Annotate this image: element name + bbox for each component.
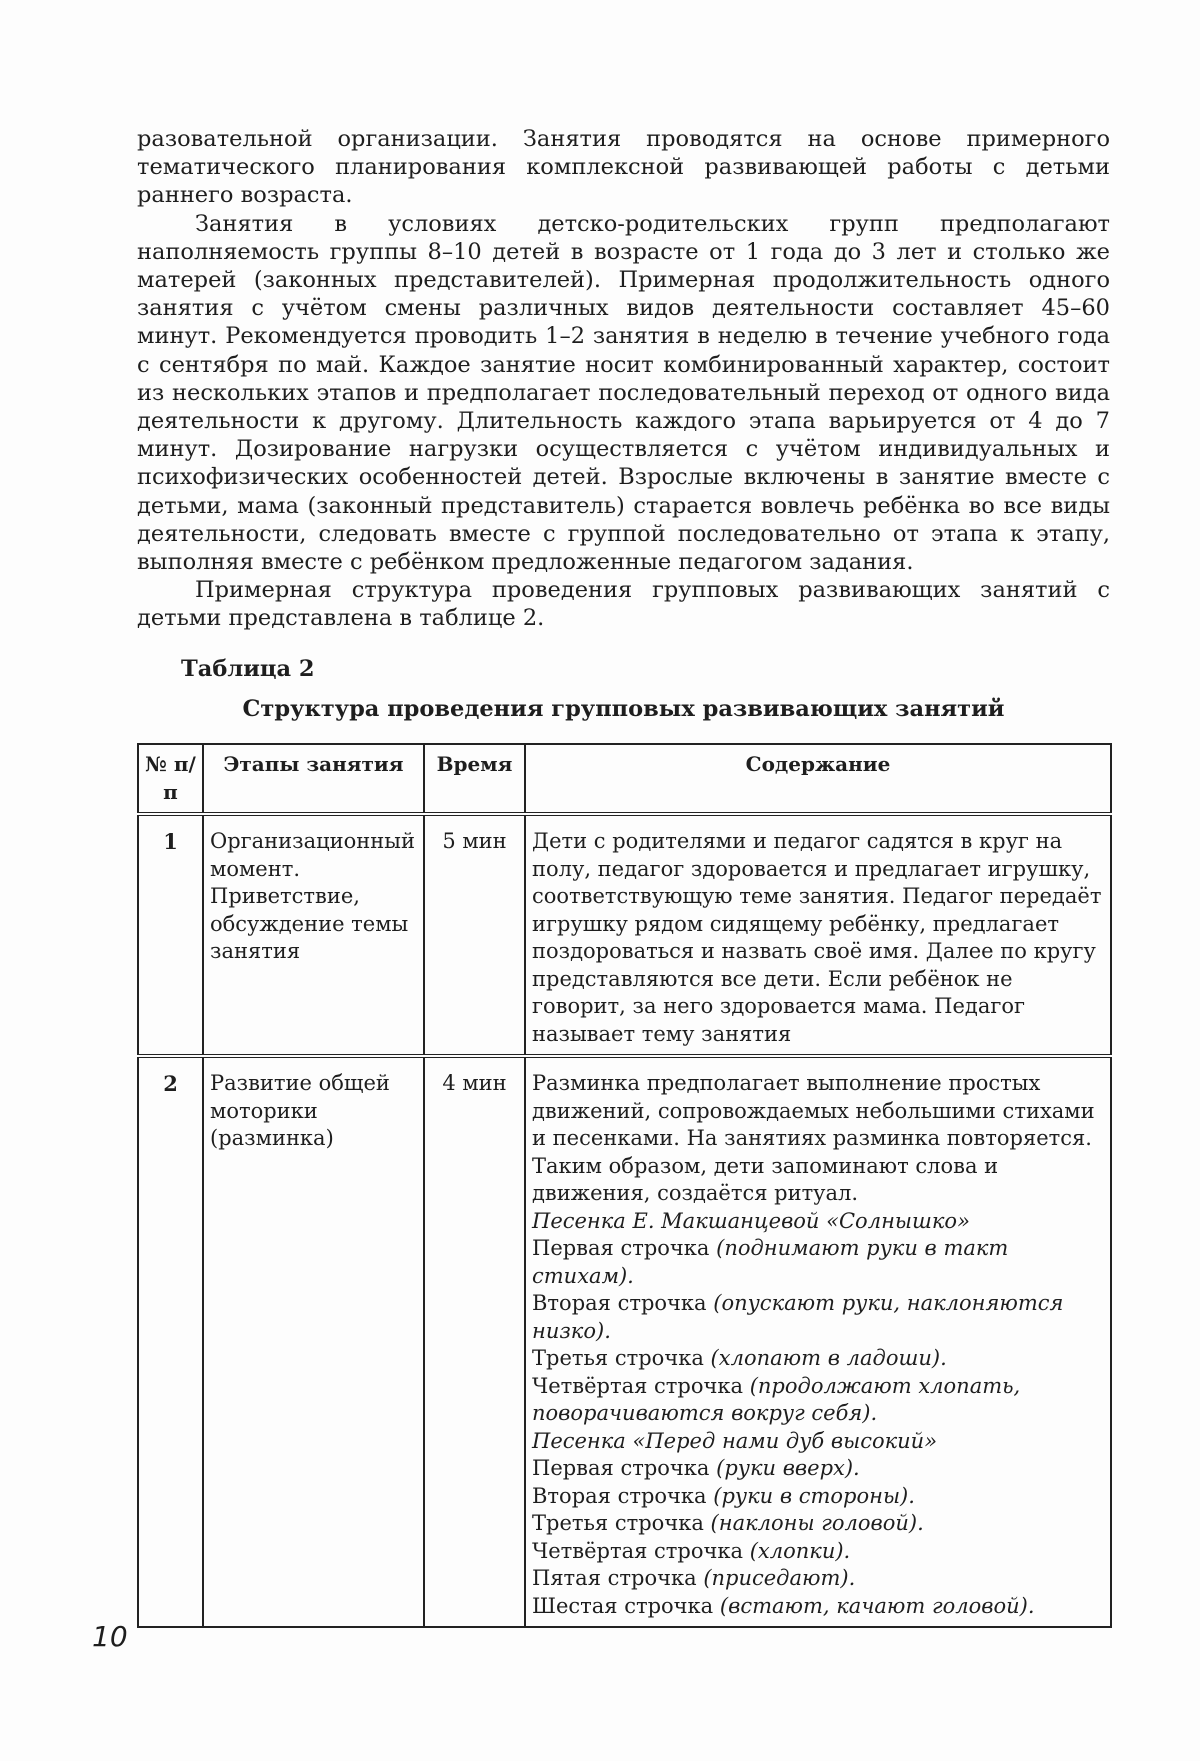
table-label: Таблица 2 (181, 656, 315, 682)
song-line: Первая строчка (поднимают руки в такт стихам). (532, 1236, 1009, 1288)
song-line: Шестая строчка (встают, качают головой). (532, 1593, 1035, 1618)
song-line: Четвёртая строчка (продолжают хлопать, поворачиваются вокруг себя). (532, 1373, 1021, 1425)
table-row (138, 814, 1111, 1056)
row-time: 5 мин (424, 814, 525, 1056)
song-line: Пятая строчка (приседают). (532, 1566, 856, 1590)
song-line: Третья строчка (хлопают в ладоши). (532, 1346, 947, 1370)
row-num: 2 (138, 1056, 203, 1627)
song-line: Вторая строчка (руки в стороны). (532, 1483, 915, 1508)
table-header-row (138, 744, 1111, 814)
row-content: Дети с родителями и педагог садятся в круг на полу, педагог здоровается и предлагает игрушку, соответствующую теме занятия. Педагог передаёт игрушку рядом сидящему ребёнку, предлагает поздороваться и назвать своё имя. Далее по кругу представляются все дети. Если ребёнок не говорит, за него здоровается мама. Педагог называет тему занятия (525, 814, 1111, 1056)
paragraph-3: Примерная структура проведения групповых развивающих занятий с детьми представлена в таблице 2. (137, 577, 1110, 632)
table-row (138, 1056, 1111, 1627)
song-line: Третья строчка (наклоны головой). (532, 1511, 924, 1535)
row-num: 1 (138, 814, 203, 1056)
row-content (525, 1056, 1111, 1627)
warmup-intro: Разминка предполагает выполнение простых движений, сопровождаемых небольшими стихами и песенками. На занятиях разминка повторяется. Таким образом, дети запоминают слова и движения, создаётся ритуал. (532, 1071, 1095, 1205)
song-title: Песенка «Перед нами дуб высокий» (532, 1428, 938, 1453)
row-stage: Развитие общей моторики (разминка) (203, 1056, 424, 1627)
header-time: Время (424, 744, 525, 814)
paragraph-2: Занятия в условиях детско-родительских групп предполагают наполняемость группы 8–10 детей в возрасте от 1 года до 3 лет и столько же матерей (законных представителей). Примерная продолжительность одного занятия с учётом смены различных видов деятельности составляет 45–60 минут. Рекомендуется проводить 1–2 занятия в неделю в течение учебного года с сентября по май. Каждое занятие носит комбинированный характер, состоит из нескольких этапов и предполагает последовательный переход от одного вида деятельности к другому. Длительность каждого этапа варьируется от 4 до 7 минут. Дозирование нагрузки осуществляется с учётом индивидуальных и психофизических особенностей детей. Взрослые включены в занятие вместе с детьми, мама (законный представитель) старается вовлечь ребёнка во все виды деятельности, следовать вместе с группой последовательно от этапа к этапу, выполняя вместе с ребёнком предложенные педагогом задания. (137, 210, 1110, 576)
body-text (137, 125, 1110, 633)
song-line: Вторая строчка (опускают руки, наклоняются низко). (532, 1291, 1064, 1343)
page-number: 10 (92, 1620, 128, 1653)
song-line: Первая строчка (руки вверх). (532, 1456, 860, 1480)
paragraph-1: разовательной организации. Занятия проводятся на основе примерного тематического планирования комплексной развивающей работы с детьми раннего возраста. (137, 126, 1110, 209)
song-line: Четвёртая строчка (хлопки). (532, 1538, 851, 1563)
song-title: Песенка Е. Макшанцевой «Солнышко» (532, 1208, 970, 1233)
header-num: № п/п (138, 744, 203, 814)
header-content: Содержание (525, 744, 1111, 814)
header-stage: Этапы занятия (203, 744, 424, 814)
table-title: Структура проведения групповых развивающих занятий (242, 696, 1005, 722)
lesson-structure-table (137, 743, 1112, 1628)
row-time: 4 мин (424, 1056, 525, 1627)
row-stage: Организационный момент. Приветствие, обсуждение темы занятия (203, 814, 424, 1056)
